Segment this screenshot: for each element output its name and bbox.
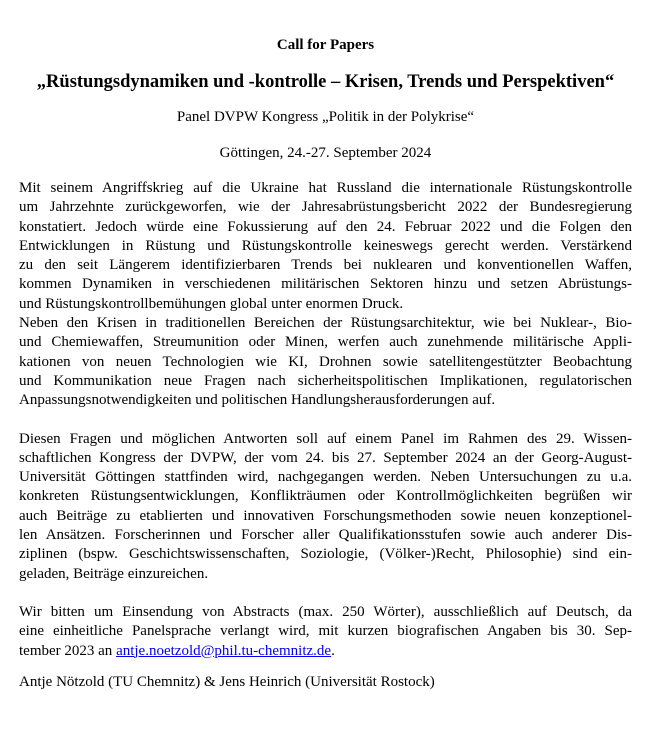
text-line: und Rüstungskontrollbemühungen global unter enormen Druck. [19,295,404,312]
paragraph-intro [19,179,632,314]
text-line: und Chemiewaffen, Streumunition oder Minen, werfen auch zunehmende militärische Appli- [19,334,632,351]
paragraph-panel [19,430,632,584]
text-line: ziplinen (bspw. Geschichtswissenschaften, Soziologie, (Völker-)Recht, Philosophie) sind ein- [19,546,632,563]
text-line: Mit seinem Angriffskrieg auf die Ukraine hat Russland die internationale Rüstungskontrolle [19,180,632,196]
text-line: len Ansätzen. Forscherinnen und Forscher aller Qualifikationsstufen sowie auch anderer Dis- [19,527,632,544]
text-line: eine einheitliche Panelsprache verlangt wird, mit kurzen biografischen Angaben bis 30. Sep- [19,623,632,640]
contact-email-link[interactable]: antje.noetzold@phil.tu-chemnitz.de [116,642,332,659]
text-fragment: . [331,642,335,659]
text-line: konkreten Rüstungsentwicklungen, Konflikträumen oder Kontrollmöglichkeiten begrüßen wir [19,488,632,505]
text-line: konstatiert. Jedoch würde eine Fokussierung auf den 24. Februar 2022 und die Folgen den [19,218,632,235]
panel-subtitle: Panel DVPW Kongress „Politik in der Polykrise“ [176,109,475,125]
document-title: „Rüstungsdynamiken und -kontrolle – Krisen, Trends und Perspektiven“ [36,72,615,92]
text-line: schaftlichen Kongress der DVPW, der vom 24. bis 27. September 2024 an der Georg-August- [19,449,632,466]
text-line: um Jahrzehnte zurückgeworfen, wie der Jahresabrüstungsbericht 2022 der Bundesregierung [19,199,632,216]
text-line [19,642,632,661]
paragraph-submission [19,603,632,661]
location-date-line: Göttingen, 24.-27. September 2024 [219,145,432,161]
text-line: Entwicklungen in Rüstung und Rüstungskontrolle keineswegs gerecht werden. Verstärkend [19,237,632,254]
authors-signature: Antje Nötzold (TU Chemnitz) & Jens Heinrich (Universität Rostock) [19,673,435,690]
text-line: geladen, Beiträge einzureichen. [19,565,209,582]
text-line: kationen von neuen Technologien wie KI, Drohnen sowie satellitengestützter Beobachtung [19,353,632,370]
paragraph-crises [19,314,632,410]
text-fragment: tember 2023 an [19,642,117,659]
text-line: Wir bitten um Einsendung von Abstracts (max. 250 Wörter), ausschließlich auf Deutsch, da [19,603,632,620]
paragraph-spacer [19,411,632,430]
text-line: kommen Dynamiken in verschiedenen militärischen Sektoren hinzu und setzen Abrüstungs- [19,276,632,293]
text-line: Neben den Krisen in traditionellen Bereichen der Rüstungsarchitektur, wie bei Nuklear-, Bio- [19,315,632,332]
paragraph-spacer [19,584,632,603]
text-line: Anpassungsnotwendigkeiten und politischen Handlungsherausforderungen auf. [19,392,496,409]
text-line: und Kommunikation neue Fragen nach sicherheitspolitischen Implikationen, regulatorischen [19,372,632,389]
call-for-papers-heading: Call for Papers [276,37,375,53]
text-line: Diesen Fragen und möglichen Antworten soll auf einem Panel im Rahmen des 29. Wissen- [19,430,632,447]
text-line: auch Beiträge zu etablierten und innovativen Forschungsmethoden sowie neuen konzeptionel- [19,507,632,524]
text-line: zu den seit Längerem identifizierbaren Trends bei nuklearen und konventionellen Waffen, [19,257,632,274]
text-line: Universität Göttingen stattfinden wird, nachgegangen werden. Neben Untersuchungen zu u.a. [19,469,632,486]
